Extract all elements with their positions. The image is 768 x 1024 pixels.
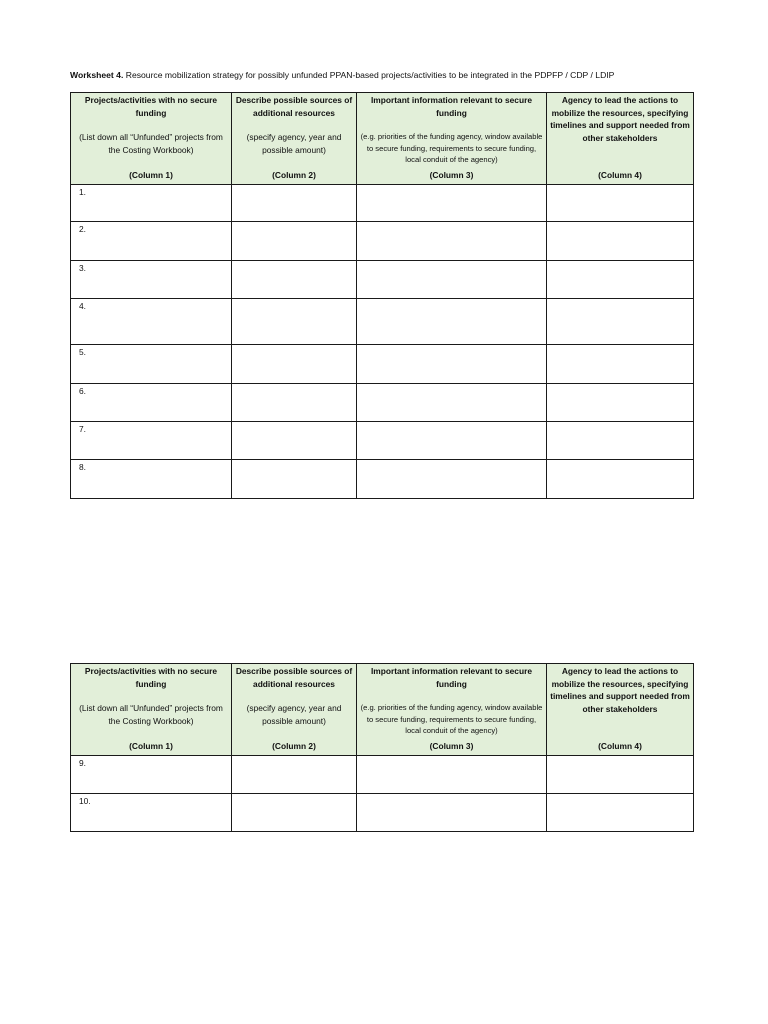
column-1-header <box>71 664 232 756</box>
row-number: 7. <box>71 422 232 460</box>
table-cell <box>357 222 547 261</box>
table-row <box>71 222 694 261</box>
column-4-label: (Column 4) <box>598 170 642 181</box>
table-row <box>71 185 694 222</box>
column-4-header <box>547 93 694 185</box>
column-3-label: (Column 3) <box>429 170 474 181</box>
table-cell <box>232 422 357 460</box>
row-number: 4. <box>71 299 232 345</box>
column-2-header <box>232 664 357 756</box>
column-3-header <box>357 664 547 756</box>
worksheet-table-2 <box>70 663 694 832</box>
table-cell <box>547 794 694 832</box>
column-3-title: Important information relevant to secure funding <box>370 95 532 118</box>
table-cell <box>547 345 694 384</box>
table-cell <box>232 794 357 832</box>
table-cell <box>232 384 357 422</box>
row-number: 9. <box>71 756 232 794</box>
table-cell <box>357 261 547 299</box>
column-2-description: (specify agency, year and possible amount) <box>246 132 342 155</box>
table-cell <box>547 222 694 261</box>
column-1-header <box>71 93 232 185</box>
worksheet-title: Resource mobilization strategy for possibly unfunded PPAN-based projects/activities to be integrated in the PDPFP / CDP / LDIP <box>125 70 615 80</box>
column-4-label: (Column 4) <box>598 741 642 752</box>
table-row <box>71 794 694 832</box>
column-2-title: Describe possible sources of additional resources <box>235 666 353 689</box>
column-1-label: (Column 1) <box>129 170 173 181</box>
row-number: 8. <box>71 460 232 499</box>
column-3-header <box>357 93 547 185</box>
worksheet-label: Worksheet 4. <box>70 70 124 80</box>
table-header-row <box>71 93 694 185</box>
table-cell <box>547 422 694 460</box>
table-header-row <box>71 664 694 756</box>
worksheet-caption <box>70 69 710 81</box>
table-cell <box>357 185 547 222</box>
table-row <box>71 460 694 499</box>
table-cell <box>357 756 547 794</box>
table-row <box>71 756 694 794</box>
table-cell <box>547 756 694 794</box>
column-4-title: Agency to lead the actions to mobilize the resources, specifying timelines and support needed from other stakeholders <box>550 95 690 143</box>
table-cell <box>357 384 547 422</box>
column-2-label: (Column 2) <box>272 170 316 181</box>
column-3-label: (Column 3) <box>429 741 474 752</box>
column-1-title: Projects/activities with no secure funding <box>84 666 218 689</box>
column-1-label: (Column 1) <box>129 741 173 752</box>
table-cell <box>357 794 547 832</box>
column-1-description: (List down all “Unfunded” projects from the Costing Workbook) <box>79 132 223 155</box>
table-cell <box>547 261 694 299</box>
column-2-title: Describe possible sources of additional resources <box>235 95 353 118</box>
row-number: 10. <box>71 794 232 832</box>
table-cell <box>232 460 357 499</box>
column-3-description: (e.g. priorities of the funding agency, window available to secure funding, requirements to secure funding, local conduit of the agency) <box>360 703 543 735</box>
table-cell <box>357 299 547 345</box>
column-4-header <box>547 664 694 756</box>
table-cell <box>357 460 547 499</box>
table-cell <box>547 299 694 345</box>
table-cell <box>232 299 357 345</box>
row-number: 5. <box>71 345 232 384</box>
table-cell <box>232 756 357 794</box>
column-2-header <box>232 93 357 185</box>
table-cell <box>357 422 547 460</box>
column-3-title: Important information relevant to secure funding <box>370 666 532 689</box>
table-row <box>71 384 694 422</box>
table-cell <box>232 222 357 261</box>
row-number: 3. <box>71 261 232 299</box>
worksheet-table-1 <box>70 92 694 499</box>
table-cell <box>232 345 357 384</box>
column-1-title: Projects/activities with no secure funding <box>84 95 218 118</box>
column-2-description: (specify agency, year and possible amount) <box>246 703 342 726</box>
column-2-label: (Column 2) <box>272 741 316 752</box>
table-cell <box>357 345 547 384</box>
row-number: 2. <box>71 222 232 261</box>
table-row <box>71 345 694 384</box>
table-row <box>71 261 694 299</box>
column-3-description: (e.g. priorities of the funding agency, window available to secure funding, requirements to secure funding, local conduit of the agency) <box>360 132 543 164</box>
column-4-title: Agency to lead the actions to mobilize the resources, specifying timelines and support needed from other stakeholders <box>550 666 690 714</box>
table-cell <box>232 261 357 299</box>
table-cell <box>547 384 694 422</box>
table-cell <box>232 185 357 222</box>
row-number: 6. <box>71 384 232 422</box>
table-cell <box>547 185 694 222</box>
table-row <box>71 422 694 460</box>
row-number: 1. <box>71 185 232 222</box>
table-row <box>71 299 694 345</box>
column-1-description: (List down all “Unfunded” projects from the Costing Workbook) <box>79 703 223 726</box>
table-cell <box>547 460 694 499</box>
